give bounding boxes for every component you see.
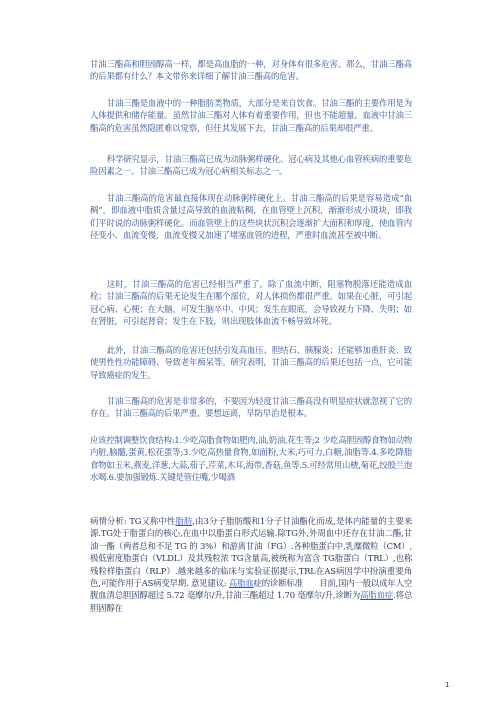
analysis-text-2: ,由3分子脂肪酸和1分子甘油酯化而成,是体内能量的主要来源.TG处于脂蛋白的核心,在血中以脂蛋白形式运输.除TG外,外周血中还存在甘油二酯,甘油一酯（两者总和不足 TG 的 3%）和游离甘油（FG）.各种脂蛋白中,乳糜微粒（CM）,极低密度脂蛋白（VLDL）及其残粒浓 TG含量高,被统称为富含 TG脂蛋白（TRL）,也称残粒样脂蛋白（RLP）.越来越多的临床与实验证据提示,TRL在AS病因学中扮演重要角色,可能作用于AS病变早期. 意见建议: — [90, 516, 413, 589]
analysis-text-4: .将总胆固醇在 — [90, 590, 413, 613]
atherosclerosis-paragraph: 甘油三酯高的危害最直接体现在动脉粥样硬化上。甘油三酯高的后果是容易造成“血稠”，即血液中脂质含量过高导致的血液粘稠，在血管壁上沉积，渐渐形成小斑块，即我们平时说的动脉粥样硬化。而血管壁上的这些块状沉积会逐渐扩大面积和厚度，使血管内径变小、血流变慢，血流变慢又加速了堵塞血管的进程，严重时血流甚至被中断。 — [90, 193, 412, 241]
hyperlipidemia-disease-link[interactable]: 高脂血症 — [360, 590, 394, 601]
other-harms-paragraph: 此外，甘油三酯高的危害还包括引发高血压、胆结石、胰腺炎；还能够加重肝炎、致使男性性功能障碍、导致老年痴呆等。研究表明，甘油三酯高的后果还包括一点，它可能导致癌症的发生。 — [90, 345, 412, 380]
analysis-text-3: 症的诊断标准 目前,国内一般以成年人空腹血清总胆固醇超过 5.72 毫摩尔/升,甘油三酯超过 1.70 毫摩尔/升,诊断为 — [90, 578, 412, 601]
analysis-label: 病情分析: — [90, 516, 127, 526]
analysis-paragraph — [90, 515, 412, 614]
diet-advice-paragraph: 应该控制调整饮食结构:1.少吃高脂食物如肥肉,油,奶油,花生等;2 少吃高胆固醇食物如动物内脏,脑髓,蛋黄,松花蛋等;3.少吃高热量食物,如面粉,大米,巧可力,白糖,油脂等.4.多吃降脂食物如玉米,燕麦,洋葱,大蒜,茄子,芹菜,木耳,海带,香菇,鱼等.5.可经常用山楂,菊花,绞股兰泡水喝.6.要加强锻炼.关键是管住嘴,少喝酒 — [90, 435, 412, 483]
analysis-text-1: TG又称中性 — [129, 516, 176, 526]
definition-paragraph: 甘油三酯是血液中的一种脂肪类物质，大部分是来自饮食。甘油三酯的主要作用是为人体提供和储存能量。虽然甘油三酯对人体有着重要作用，但也不能超量。血液中甘油三酯高的危害虽然隐匿难以觉察，但任其发展下去，甘油三酯高的后果却很严重。 — [90, 98, 412, 133]
summary-paragraph: 甘油三酯高的危害是非常多的，不要因为轻度甘油三酯高没有明显症状就忽视了它的存在。甘油三酯高的后果严重，要想远离，早防早治是根本。 — [90, 396, 412, 419]
hyperlipidemia-link[interactable]: 高脂血 — [228, 578, 254, 589]
fat-link[interactable]: 脂肪 — [175, 516, 193, 526]
intro-paragraph: 甘油三酯高和胆固醇高一样，都是高血脂的一种，对身体有很多危害。那么，甘油三酯高的后果都有什么？本文带你来详细了解甘油三酯高的危害。 — [90, 59, 412, 82]
research-paragraph: 科学研究显示，甘油三酯高已成为动脉粥样硬化、冠心病及其他心血管疾病的重要危险因素之一。甘油三酯高已成为冠心病相关标志之一。 — [90, 154, 412, 177]
page-number: 1 — [445, 681, 450, 689]
complications-paragraph: 这时，甘油三酯高的危害已经相当严重了。除了血流中断，阻塞物脱落还能造成血栓；甘油三酯高的后果无论发生在哪个部位，对人体损伤都很严重。如果在心脏，可引起冠心病、心梗；在大脑，可发生脑卒中、中风；发生在眼底，会导致视力下降、失明；如在肾脏，可引起肾衰；发生在下肢，则出现肢体血流不畅导致坏死。 — [90, 279, 412, 327]
